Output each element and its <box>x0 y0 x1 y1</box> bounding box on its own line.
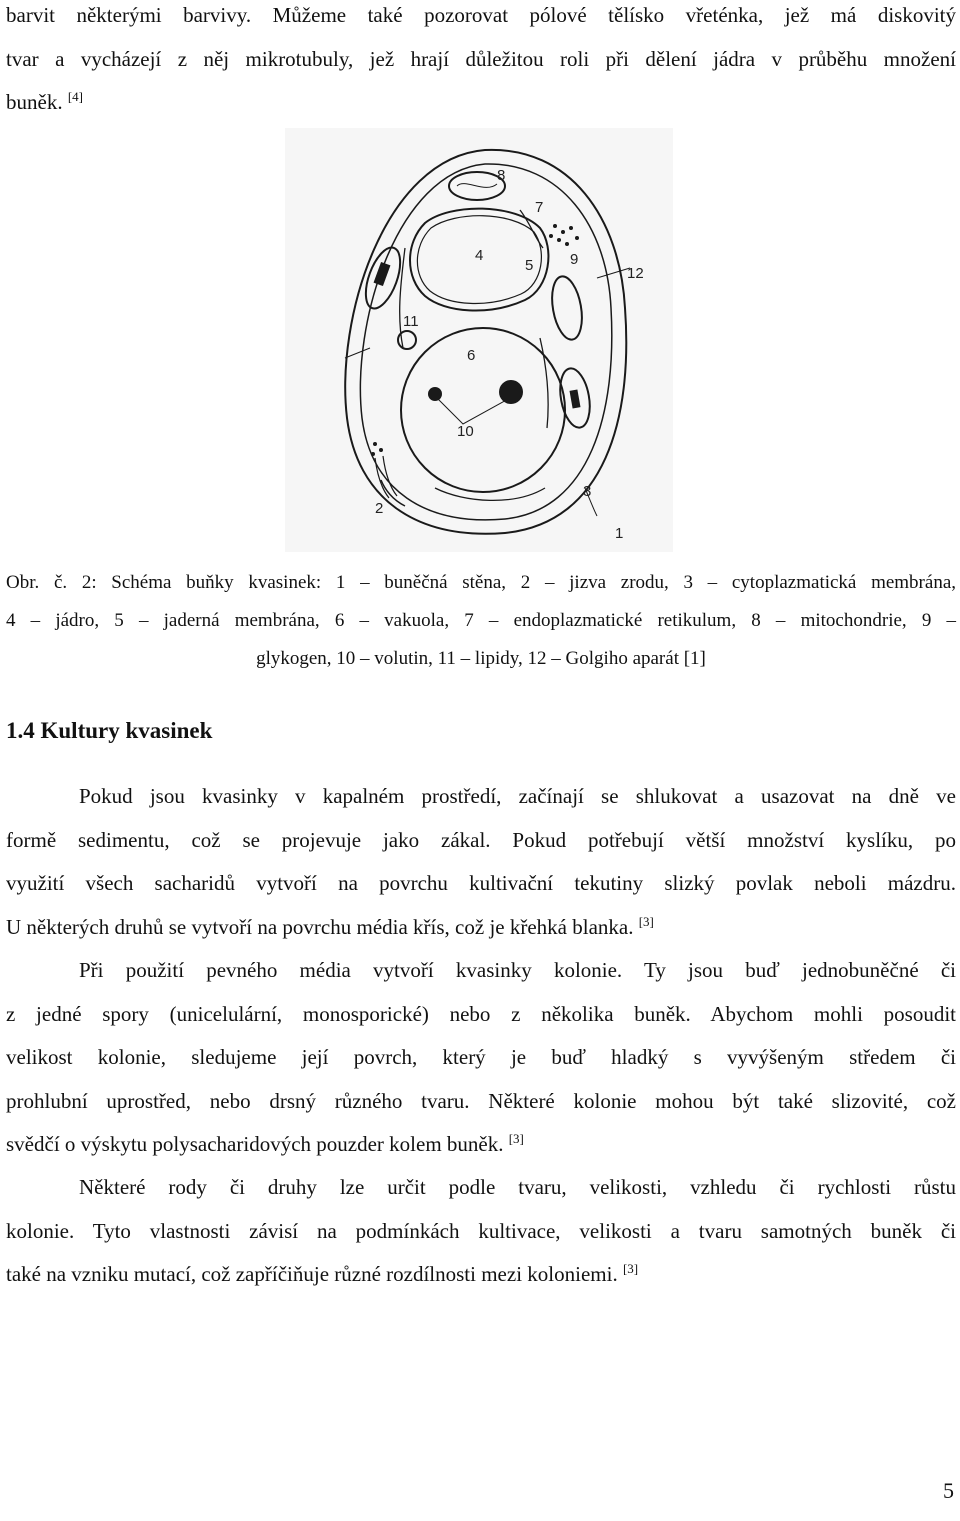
figure-label: 1 <box>615 525 624 542</box>
figure-label: 11 <box>403 313 419 330</box>
intro-line: tvar a vycházejí z něj mikrotubuly, jež hrají důležitou roli při dělení jádra v průběhu množení <box>6 46 956 71</box>
figure-label: 12 <box>627 265 644 282</box>
paragraph-line: Pokud jsou kvasinky v kapalném prostředí, začínají se shlukovat a usazovat na dně ve <box>79 784 956 808</box>
figure-label: 2 <box>375 500 384 517</box>
reference: [4] <box>67 89 83 104</box>
figure-label: 10 <box>457 423 474 440</box>
figure-label: 4 <box>475 247 484 264</box>
figure-label: 8 <box>497 167 506 184</box>
paragraph-line: z jedné spory (unicelulární, monosporické) nebo z několika buněk. Abychom mohli posoudit <box>6 1001 956 1026</box>
reference: [3] <box>622 1261 639 1276</box>
figure-label: 6 <box>467 347 476 364</box>
paragraph-line: Při použití pevného média vytvoří kvasinky kolonie. Ty jsou buď jednobuněčné či <box>79 958 956 982</box>
page-number: 5 <box>943 1478 954 1503</box>
reference: [3] <box>508 1131 524 1146</box>
intro-paragraph <box>6 0 956 125</box>
figure-label: 3 <box>583 483 592 500</box>
yeast-cell-diagram <box>285 128 673 552</box>
paragraph-line: svědčí o výskytu polysacharidových pouzder kolem buněk. [3] <box>6 1131 524 1156</box>
section-heading: 1.4 Kultury kvasinek <box>6 718 213 743</box>
caption-line: 4 – jádro, 5 – jaderná membrána, 6 – vakuola, 7 – endoplazmatické retikulum, 8 – mitochondrie, 9 – <box>6 610 956 631</box>
paragraph-line: prohlubní uprostřed, nebo drsný různého tvaru. Některé kolonie mohou být také slizovité, což <box>6 1088 956 1113</box>
paragraph-line: využití všech sacharidů vytvoří na povrchu kultivační tekutiny slizký povlak neboli mázdru. <box>6 871 956 895</box>
paragraph-line: také na vzniku mutací, což zapříčiňuje různé rozdílnosti mezi koloniemi. [3] <box>6 1261 639 1286</box>
caption-line: glykogen, 10 – volutin, 11 – lipidy, 12 – Golgiho aparát [1] <box>256 648 706 669</box>
paragraph-line: kolonie. Tyto vlastnosti závisí na podmínkách kultivace, velikosti a tvaru samotných buněk či <box>6 1218 956 1243</box>
caption-line: Obr. č. 2: Schéma buňky kvasinek: 1 – buněčná stěna, 2 – jizva zrodu, 3 – cytoplazmatická membrána, <box>6 572 956 593</box>
figure-label: 9 <box>570 251 579 268</box>
intro-line: buněk. [4] <box>6 89 83 114</box>
intro-line: barvit některými barvivy. Můžeme také pozorovat pólové tělísko vřeténka, jež má diskovitý <box>6 3 956 27</box>
paragraph-line: Některé rody či druhy lze určit podle tvaru, velikosti, vzhledu či rychlosti růstu <box>79 1175 956 1199</box>
body-paragraph <box>6 1166 956 1297</box>
paragraph-line: velikost kolonie, sledujeme její povrch, který je buď hladký s vyvýšeným středem či <box>6 1045 956 1069</box>
figure-label: 5 <box>525 257 534 274</box>
reference: [3] <box>638 913 654 929</box>
paragraph-line: U některých druhů se vytvoří na povrchu média křís, což je křehká blanka. [3] <box>6 913 654 939</box>
figure-caption <box>6 564 956 678</box>
figure-label: 7 <box>535 199 544 216</box>
body-paragraph <box>6 949 956 1167</box>
paragraph-line: formě sedimentu, což se projevuje jako zákal. Pokud potřebují větší množství kyslíku, po <box>6 827 956 852</box>
body-paragraph <box>6 775 956 949</box>
